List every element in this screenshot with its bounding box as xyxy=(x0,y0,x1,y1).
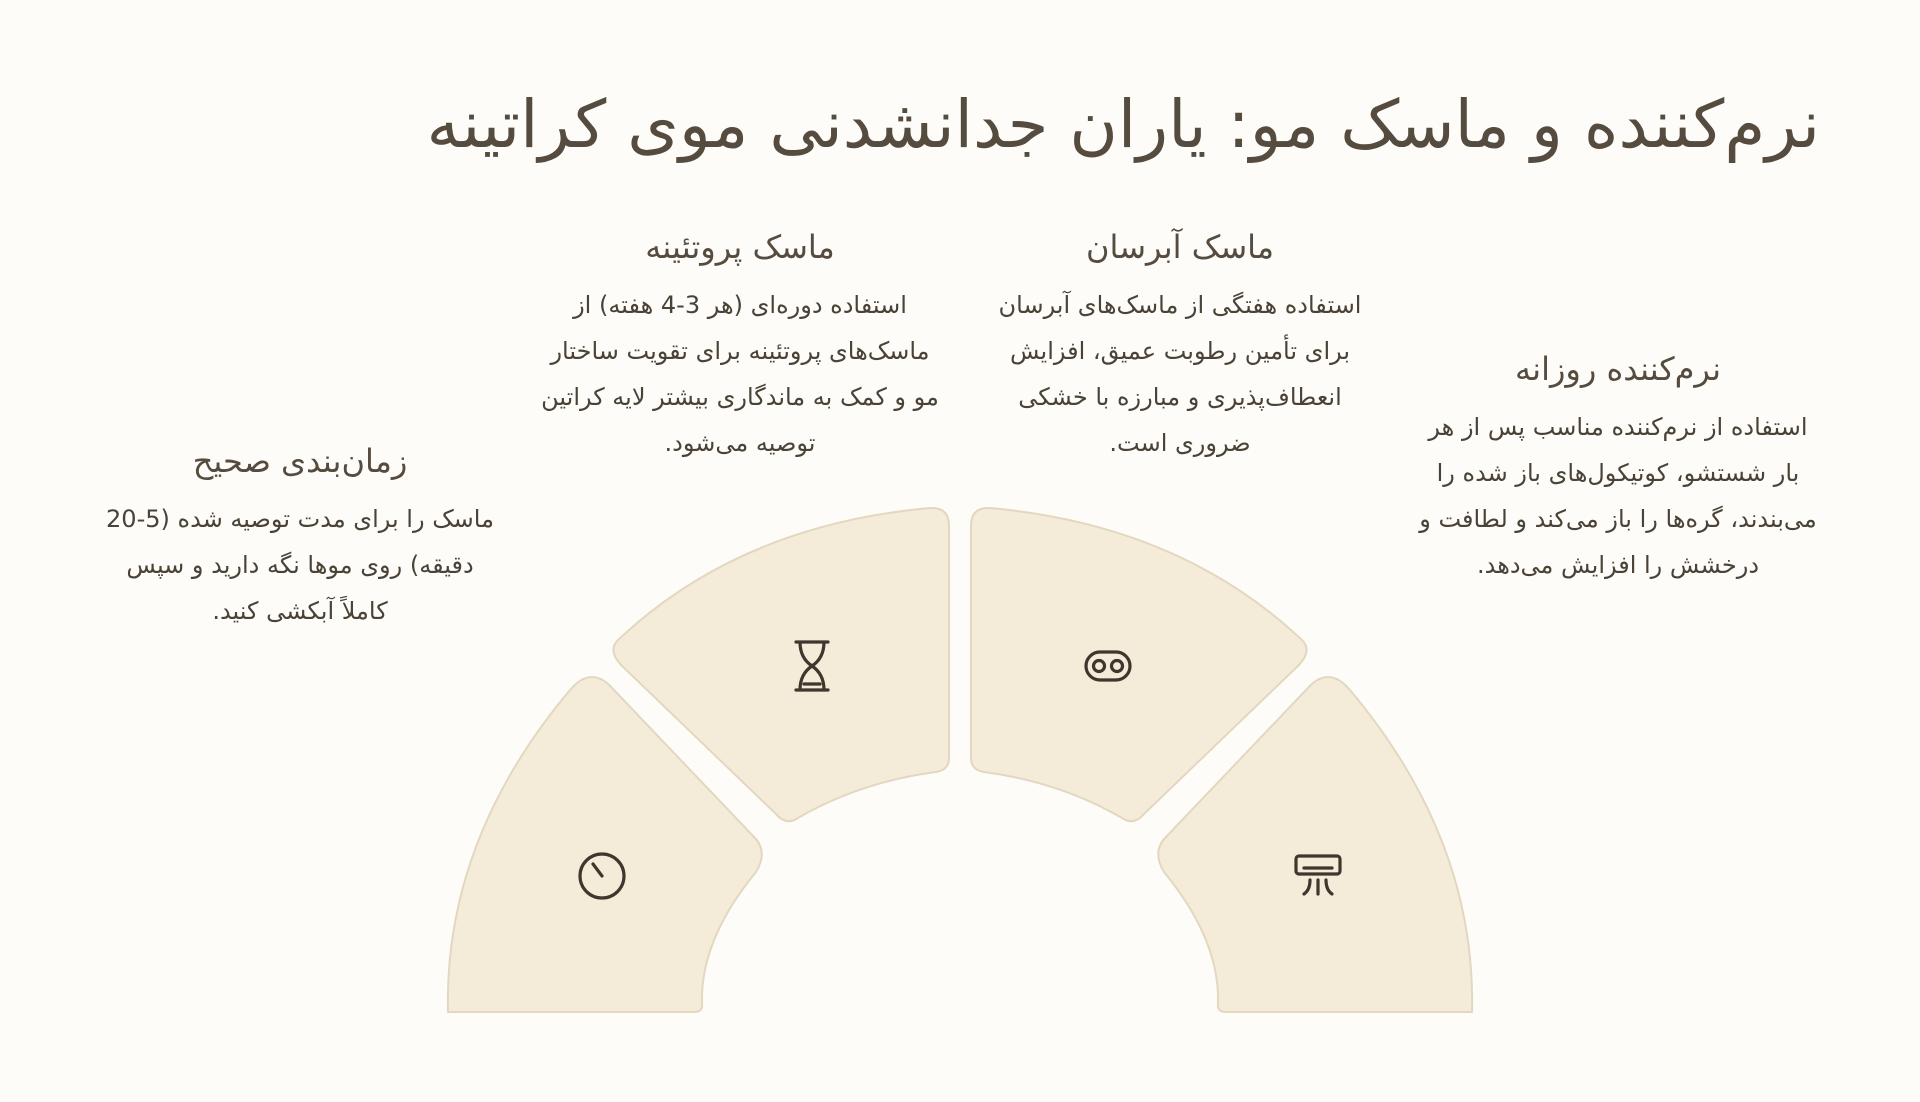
hydrating-mask-title: ماسک آبرسان xyxy=(1085,228,1275,266)
timing-description: ماسک را برای مدت توصیه شده (5-20 دقیقه) روی موها نگه دارید و سپس کاملاً آبکشی کنید. xyxy=(106,505,494,625)
daily-conditioner-description: استفاده از نرم‌کننده مناسب پس از هر بار شستشو، کوتیکول‌های باز شده را می‌بندند، گره‌ها را باز می‌کند و لطافت و درخشش را افزایش می‌دهد. xyxy=(1419,413,1817,579)
timing-title: زمان‌بندی صحیح xyxy=(192,442,408,480)
protein-mask-description: استفاده دوره‌ای (هر 3-4 هفته) از ماسک‌های پروتئینه برای تقویت ساختار مو و کمک به ماندگاری بیشتر لایه کراتین توصیه می‌شود. xyxy=(541,291,939,457)
page-title: نرم‌کننده و ماسک مو: یاران جدانشدنی موی کراتینه xyxy=(426,86,1820,163)
hydrating-mask-description: استفاده هفتگی از ماسک‌های آبرسان برای تأمین رطوبت عمیق، افزایش انعطاف‌پذیری و مبارزه با خشکی ضروری است. xyxy=(998,291,1362,457)
daily-conditioner-title: نرم‌کننده روزانه xyxy=(1515,350,1721,388)
protein-mask-title: ماسک پروتئینه xyxy=(645,228,835,266)
